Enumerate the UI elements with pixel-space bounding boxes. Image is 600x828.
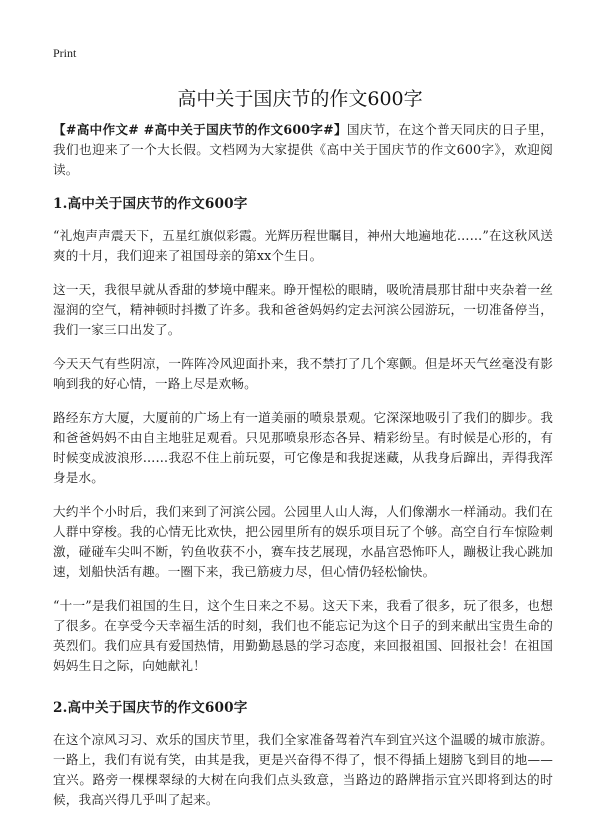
print-link[interactable]: Print: [53, 46, 77, 60]
section-heading-2: 2.高中关于国庆节的作文600字: [53, 700, 248, 716]
paragraph: 在这个凉风习习、欢乐的国庆节里，我们全家准备驾着汽车到宜兴这个温暖的城市旅游。一路上，我们有说有笑，由其是我，更是兴奋得不得了，恨不得插上翅膀飞到目的地——宜兴。路旁一棵棵翠绿的大树在向我们点头致意，当路边的路牌指示宜兴即将到达的时候，我高兴得几乎叫了起来。: [53, 732, 553, 807]
paragraph: “礼炮声声震天下，五星红旗似彩霞。光辉历程世瞩目，神州大地遍地花……”在这秋风送爽的十月，我们迎来了祖国母亲的第xx个生日。: [53, 228, 553, 263]
paragraph: 这一天，我很早就从香甜的梦境中醒来。睁开惺松的眼睛，吸吮清晨那甘甜中夹杂着一丝湿润的空气，精神顿时抖擞了许多。我和爸爸妈妈约定去河滨公园游玩，一切准备停当，我们一家三口出发了。: [53, 282, 553, 337]
paragraph: 今天天气有些阴凉，一阵阵冷风迎面扑来，我不禁打了几个寒颤。但是坏天气丝毫没有影响到我的好心情，一路上尽是欢畅。: [53, 356, 553, 391]
page-title: 高中关于国庆节的作文600字: [177, 88, 423, 110]
intro-text: 国庆节，在这个普天同庆的日子里，我们也迎来了一个大长假。文档网为大家提供《高中关于国庆节的作文600字》，欢迎阅读。: [53, 122, 553, 177]
article-body: [53, 120, 553, 824]
intro-tags: 【#高中作文# #高中关于国庆节的作文600字#】: [53, 122, 347, 137]
intro-paragraph: [53, 120, 553, 180]
paragraph: 大约半个小时后，我们来到了河滨公园。公园里人山人海，人们像潮水一样涌动。我们在人群中穿梭。我的心情无比欢快，把公园里所有的娱乐项目玩了个够。高空自行车惊险刺激，碰碰车尖叫不断，钓鱼收获不小，赛车技艺展现，水晶宫恐怖吓人，蹦极让我心跳加速，划船快活有趣。一圈下来，我已筋疲力尽，但心情仍轻松愉快。: [53, 504, 553, 579]
section-heading-1: 1.高中关于国庆节的作文600字: [53, 196, 248, 212]
paragraph: 路经东方大厦，大厦前的广场上有一道美丽的喷泉景观。它深深地吸引了我们的脚步。我和爸爸妈妈不由自主地驻足观看。只见那喷泉形态各异、精彩纷呈。有时候是心形的，有时候变成波浪形……我忍不住上前玩耍，可它像是和我捉迷藏，从我身后蹿出，弄得我浑身是水。: [53, 410, 553, 485]
paragraph: “十一”是我们祖国的生日，这个生日来之不易。这天下来，我看了很多，玩了很多，也想了很多。在享受今天幸福生活的时刻，我们也不能忘记为这个日子的到来献出宝贵生命的英烈们。我们应具有爱国热情，用勤勤恳恳的学习态度，来回报祖国、回报社会！在祖国妈妈生日之际，向她献礼！: [53, 598, 553, 673]
